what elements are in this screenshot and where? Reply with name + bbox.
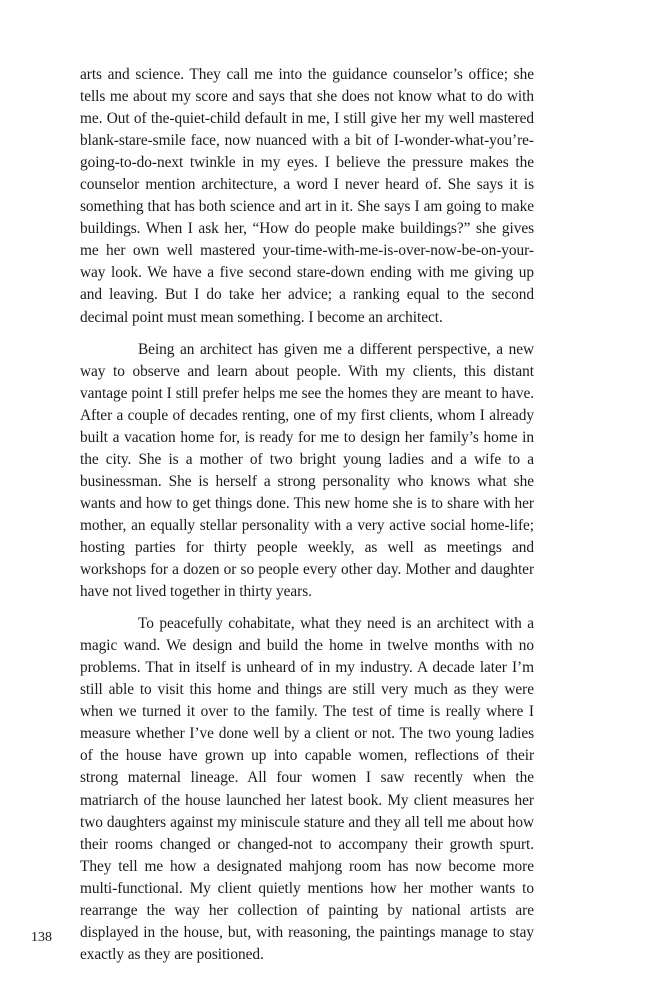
paragraph: Being an architect has given me a different perspective, a new way to observe and learn about people. With my clients, this distant vantage point I still prefer helps me see the homes they are meant to have. After a couple of decades renting, one of my first clients, whom I already built a vacation home for, is ready for me to design her family’s home in the city. She is a mother of two bright young ladies and a wife to a businessman. She is herself a strong personality who knows what she wants and how to get things done. This new home she is to share with her mother, an equally stellar personality with a very active social home-life; hosting parties for thirty people weekly, as well as meetings and workshops for a dozen or so people every other day. Mother and daughter have not lived together in thirty years. [80, 340, 534, 601]
body-text [80, 64, 534, 966]
page-number: 138 [31, 930, 52, 945]
paragraph: To peacefully cohabitate, what they need is an architect with a magic wand. We design and build the home in twelve months with no problems. That in itself is unheard of in my industry. A decade later I’m still able to visit this home and things are still very much as they were when we turned it over to the family. The test of time is really where I measure whether I’ve done well by a client or not. The two young ladies of the house have grown up into capable women, reflections of their strong maternal lineage. All four women I saw recently when the matriarch of the house launched her latest book. My client measures her two daughters against my miniscule stature and they all tell me about how their rooms changed or changed-not to accompany their growth spurt. They tell me how a designated mahjong room has now become more multi-functional. My client quietly mentions how her mother wants to rearrange the way her collection of painting by national artists are displayed in the house, but, with reasoning, the paintings manage to stay exactly as they are positioned. [80, 615, 534, 963]
paragraph-continued: arts and science. They call me into the guidance counselor’s office; she tells me about my score and says that she does not know what to do with me. Out of the-quiet-child default in me, I still give her my well mastered blank-stare-smile face, now nuanced with a bit of I-wonder-what-you’re-going-to-do-next twinkle in my eyes. I believe the pressure makes the counselor mention architecture, a word I never heard of. She says it is something that has both science and art in it. She says I am going to make buildings. When I ask her, “How do people make buildings?” she gives me her own well mastered your-time-with-me-is-over-now-be-on-your-way look. We have a five second stare-down ending with me giving up and leaving. But I do take her advice; a ranking equal to the second decimal point must mean something. I become an architect. [80, 66, 534, 326]
